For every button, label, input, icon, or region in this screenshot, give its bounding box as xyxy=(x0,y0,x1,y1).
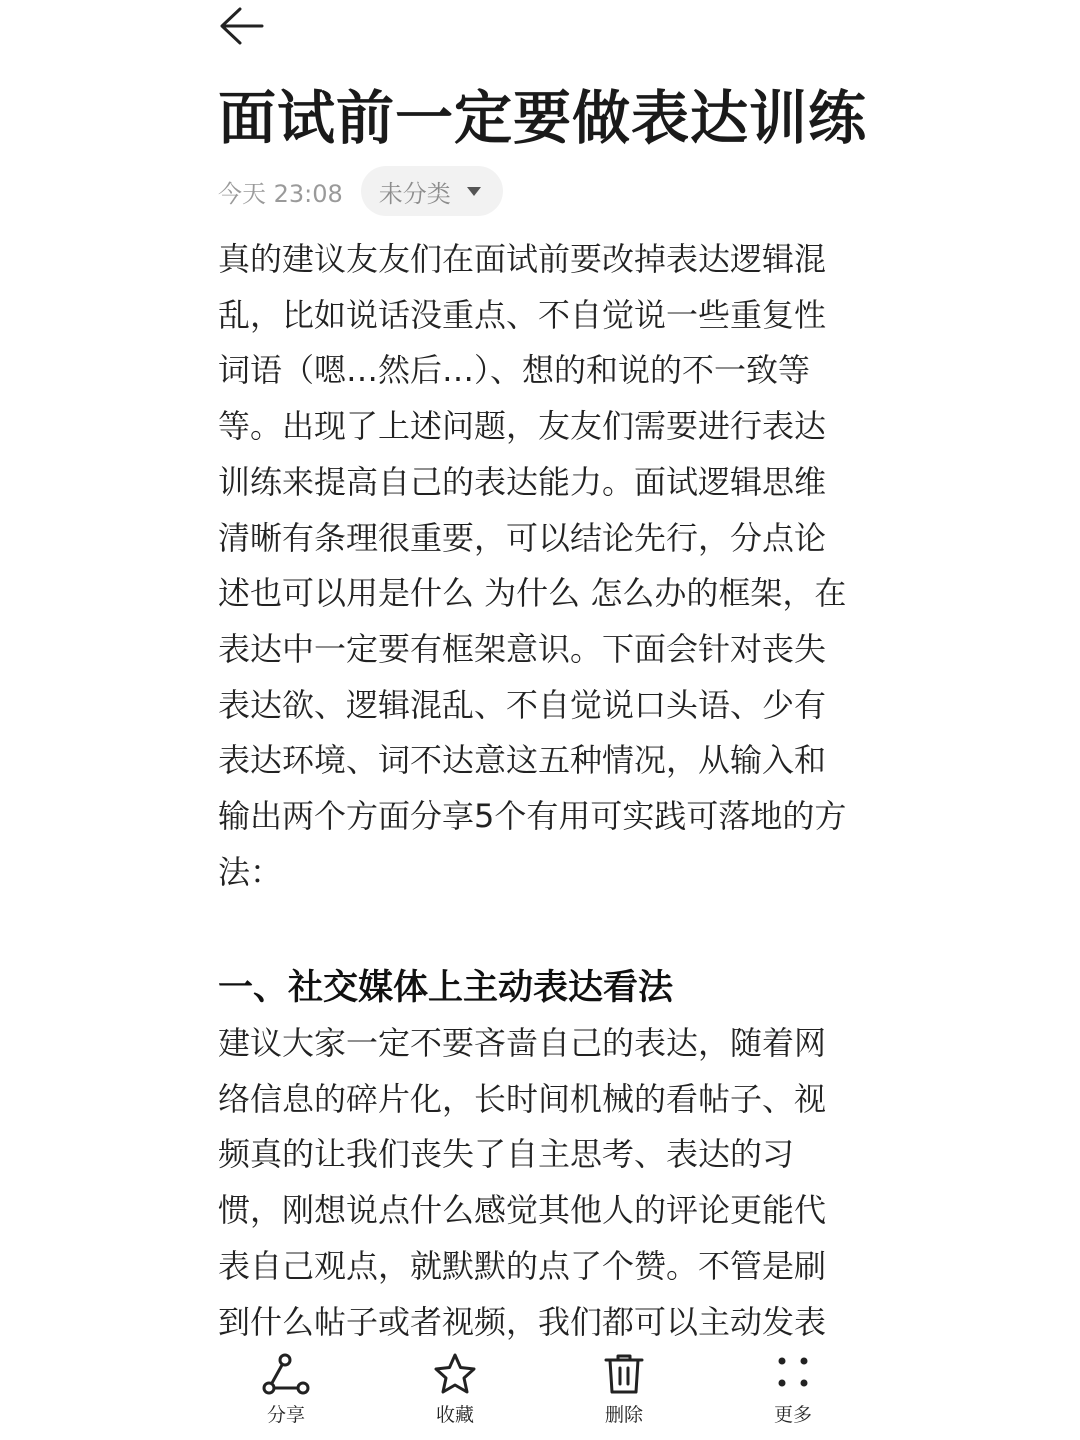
favorite-button[interactable] xyxy=(395,1352,515,1436)
note-meta xyxy=(218,166,503,216)
share-label: 分享 xyxy=(266,1404,305,1426)
more-dots-icon xyxy=(768,1352,818,1396)
caret-down-icon xyxy=(467,187,481,196)
arrow-left-icon xyxy=(218,6,264,46)
section-body: 建议大家一定不要吝啬自己的表达，随着网络信息的碎片化，长时间机械的看帖子、视频真的让我们丧失了自主思考、表达的习惯，刚想说点什么感觉其他人的评论更能代表自己观点，就默默的点了个赞。不管是刷到什么帖子或者视频，我们都可以主动发表 xyxy=(218,1024,827,1340)
trash-icon xyxy=(599,1352,649,1396)
more-label: 更多 xyxy=(773,1404,812,1426)
bottom-action-bar xyxy=(0,1340,1080,1440)
note-body: 真的建议友友们在面试前要改掉表达逻辑混乱，比如说话没重点、不自觉说一些重复性词语（嗯…然后…）、想的和说的不一致等等。出现了上述问题，友友们需要进行表达训练来提高自己的表达能力。面试逻辑思维清晰有条理很重要，可以结论先行，分点论述也可以用是什么 为什么 怎么办的框架，在表达中一定要有框架意识。下面会针对丧失表达欲、逻辑混乱、不自觉说口头语、少有表达环境、词不达意这五种情况，从输入和输出两个方面分享5个有用可实践可落地的方法： xyxy=(218,240,847,891)
back-button[interactable] xyxy=(218,4,266,48)
share-icon xyxy=(261,1352,311,1396)
category-dropdown[interactable] xyxy=(361,166,503,216)
favorite-label: 收藏 xyxy=(435,1404,474,1426)
share-button[interactable] xyxy=(226,1352,346,1436)
delete-label: 删除 xyxy=(604,1404,643,1426)
more-button[interactable] xyxy=(733,1352,853,1436)
note-time: 今天 23:08 xyxy=(218,179,343,208)
star-icon xyxy=(430,1352,480,1396)
category-label: 未分类 xyxy=(378,179,451,208)
delete-button[interactable] xyxy=(564,1352,684,1436)
section-heading: 一、社交媒体上主动表达看法 xyxy=(218,968,674,1008)
note-title: 面试前一定要做表达训练 xyxy=(218,84,868,152)
